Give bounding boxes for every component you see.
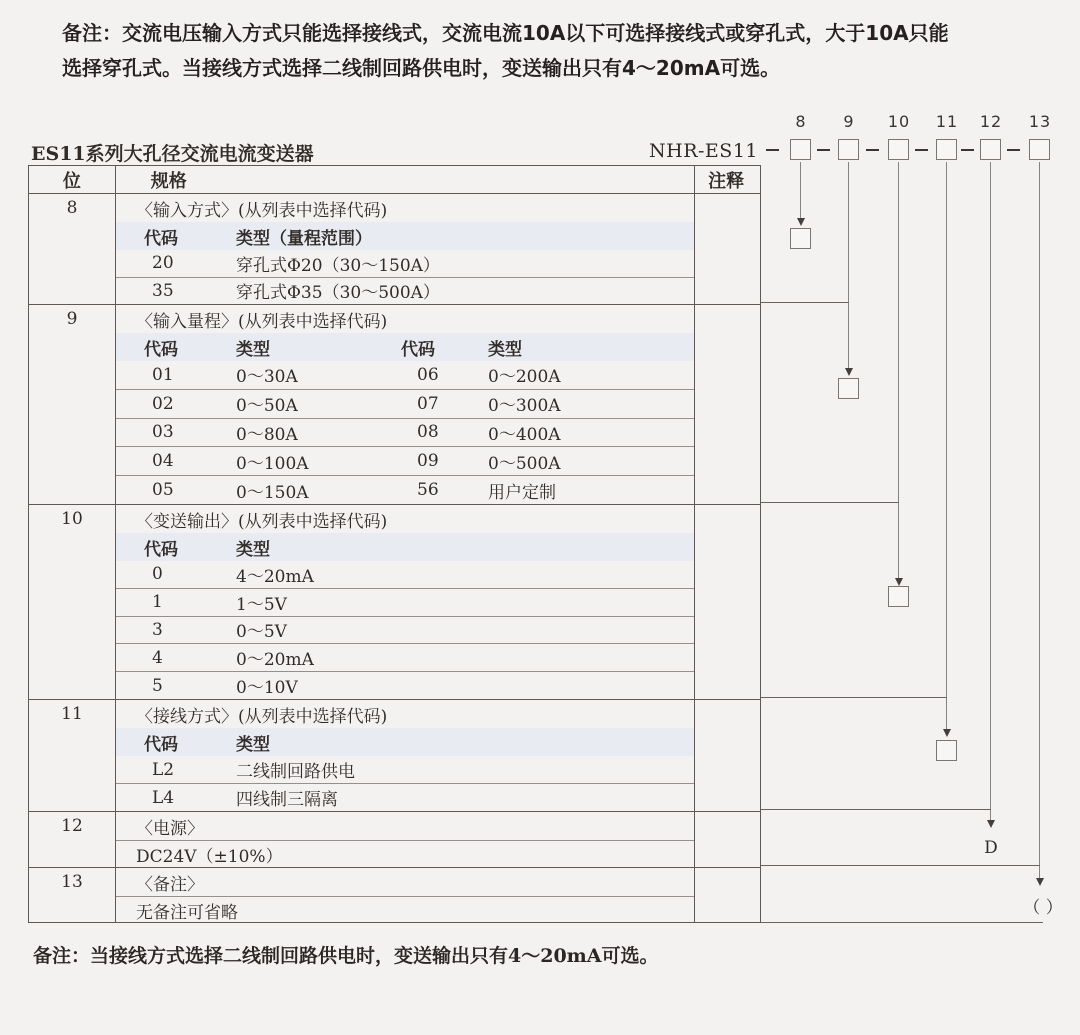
code-value: L4 (152, 787, 175, 808)
code-box-13 (1029, 139, 1050, 160)
arrow-down-icon (987, 820, 995, 828)
pos-number: 13 (61, 872, 83, 892)
sub-header-row (115, 333, 694, 361)
table-row (115, 616, 694, 644)
type-value: 0～5V (236, 622, 287, 643)
code-value: 56 (417, 480, 439, 501)
type-value: 0～300A (488, 396, 561, 417)
dash-separator-icon (866, 149, 879, 151)
leader-line-13 (1039, 162, 1040, 878)
code-value: 08 (417, 422, 439, 443)
code-box-9 (838, 139, 859, 160)
type-value: 4～20mA (236, 566, 314, 587)
top-note (62, 16, 1052, 86)
table-row (115, 277, 694, 305)
dest-code-13: （ ） (1023, 898, 1063, 918)
type-value: 0～400A (488, 424, 561, 445)
code-value: 0 (152, 564, 163, 585)
leader-line-9 (848, 162, 849, 368)
sub-header-type: 类型 (488, 339, 522, 360)
table-band-12 (29, 811, 760, 867)
dash-separator-icon (961, 149, 974, 151)
sub-header-row (115, 533, 694, 561)
table-band-8 (29, 193, 760, 304)
sub-header-type: 类型 (236, 339, 270, 360)
sub-header-code: 代码 (144, 539, 178, 560)
dash-separator-icon (1007, 149, 1020, 151)
dest-code-box-10 (888, 586, 909, 607)
type-value: 0～80A (236, 424, 298, 445)
spec-value: DC24V（±10%） (136, 846, 283, 867)
table-row (115, 671, 694, 699)
row-connector-11 (761, 697, 947, 698)
type-value: 0～100A (236, 453, 309, 474)
row-connector-10 (761, 502, 899, 503)
sub-header-code: 代码 (144, 734, 178, 755)
bottom-note: 备注：当接线方式选择二线制回路供电时，变送输出只有4～20mA可选。 (33, 945, 659, 967)
table-row (115, 475, 694, 504)
table-row (115, 389, 694, 418)
code-value: 03 (152, 422, 174, 443)
table-row (115, 361, 694, 389)
arrow-down-icon (845, 368, 853, 376)
table-band-11 (29, 699, 760, 811)
code-position-label-12: 12 (979, 112, 1003, 131)
col-header-spec: 规格 (150, 170, 187, 192)
code-position-label-11: 11 (935, 112, 959, 131)
type-value: 二线制回路供电 (236, 762, 355, 782)
code-value: 04 (152, 451, 174, 472)
column-divider (694, 166, 695, 922)
sub-header-type: 类型（量程范围） (236, 228, 372, 249)
code-box-11 (936, 139, 957, 160)
type-value: 0～200A (488, 367, 561, 388)
pos-number: 11 (61, 704, 83, 724)
sub-header-code: 代码 (144, 339, 178, 360)
series-title: ES11系列大孔径交流电流变送器 (31, 143, 314, 165)
code-value: 20 (152, 253, 174, 274)
row-title: 〈电源〉 (136, 818, 204, 839)
code-position-label-10: 10 (887, 112, 911, 131)
table-row (115, 643, 694, 671)
leader-line-10 (898, 162, 899, 578)
code-value: 02 (152, 393, 174, 414)
dest-code-12: D (984, 838, 998, 858)
code-position-label-13: 13 (1028, 112, 1052, 131)
row-connector-12 (761, 809, 991, 810)
sub-header-code: 代码 (401, 339, 435, 360)
row-title: 〈接线方式〉(从列表中选择代码) (136, 706, 388, 727)
sub-header-code: 代码 (144, 228, 178, 249)
leader-line-8 (800, 162, 801, 218)
code-value: L2 (152, 759, 175, 780)
arrow-down-icon (895, 578, 903, 586)
arrow-down-icon (797, 218, 805, 226)
code-value: 35 (152, 280, 174, 301)
type-value: 0～500A (488, 453, 561, 474)
type-value: 四线制三隔离 (236, 790, 338, 810)
table-row (115, 896, 694, 923)
sub-header-type: 类型 (236, 539, 270, 560)
table-row (115, 250, 694, 277)
code-value: 07 (417, 393, 439, 414)
code-value: 01 (152, 364, 174, 385)
table-band-9 (29, 304, 760, 504)
col-header-pos: 位 (62, 170, 81, 192)
code-value: 4 (152, 647, 163, 668)
pos-number: 10 (61, 509, 83, 529)
table-band-10 (29, 504, 760, 699)
code-box-12 (980, 139, 1001, 160)
type-value: 0～20mA (236, 650, 314, 671)
dash-separator-icon (766, 149, 779, 151)
table-row (115, 588, 694, 616)
col-header-note: 注释 (708, 170, 745, 192)
row-title: 〈备注〉 (136, 874, 204, 895)
code-position-label-8: 8 (795, 112, 807, 131)
type-value: 0～10V (236, 678, 298, 699)
type-value: 用户定制 (488, 482, 556, 503)
code-position-label-9: 9 (843, 112, 855, 131)
table-row (115, 840, 694, 867)
sub-header-row (115, 728, 694, 756)
leader-line-11 (946, 162, 947, 729)
spec-value: 无备注可省略 (136, 902, 238, 923)
type-value: 0～30A (236, 367, 298, 388)
table-row (115, 446, 694, 475)
code-value: 3 (152, 619, 163, 640)
pos-number: 9 (66, 309, 78, 329)
arrow-down-icon (943, 729, 951, 737)
table-band-13 (29, 867, 760, 923)
table-bottom-extension (761, 922, 1043, 923)
type-value: 0～150A (236, 482, 309, 503)
pos-number: 12 (61, 816, 83, 836)
column-divider (115, 166, 116, 922)
code-box-8 (790, 139, 811, 160)
row-title: 〈变送输出〉(从列表中选择代码) (136, 511, 388, 532)
type-value: 穿孔式Φ20（30～150A） (236, 255, 440, 276)
code-value: 05 (152, 480, 174, 501)
sub-header-type: 类型 (236, 734, 270, 755)
dash-separator-icon (915, 149, 928, 151)
type-value: 穿孔式Φ35（30～500A） (236, 283, 440, 304)
code-value: 5 (152, 675, 163, 696)
table-row (115, 561, 694, 588)
code-value: 09 (417, 451, 439, 472)
top-note-line1: 备注：交流电压输入方式只能选择接线式，交流电流10A以下可选择接线式或穿孔式，大于10A只能 (62, 21, 949, 45)
dest-code-box-8 (790, 228, 811, 249)
type-value: 0～50A (236, 396, 298, 417)
code-value: 06 (417, 364, 439, 385)
dest-code-box-11 (936, 740, 957, 761)
table-row (115, 756, 694, 783)
table-row (115, 418, 694, 447)
model-prefix: NHR-ES11 (649, 140, 758, 162)
row-title: 〈输入方式〉(从列表中选择代码) (136, 200, 388, 221)
row-connector-13 (761, 865, 1040, 866)
arrow-down-icon (1036, 878, 1044, 886)
row-connector-9 (761, 302, 849, 303)
pos-number: 8 (66, 198, 78, 218)
dest-code-box-9 (838, 378, 859, 399)
code-value: 1 (152, 592, 163, 613)
leader-line-12 (990, 162, 991, 820)
table-header-row (29, 166, 760, 193)
type-value: 1～5V (236, 594, 287, 615)
top-note-line2: 选择穿孔式。当接线方式选择二线制回路供电时，变送输出只有4～20mA可选。 (62, 56, 781, 80)
dash-separator-icon (817, 149, 830, 151)
sub-header-row (115, 222, 694, 250)
table-row (115, 783, 694, 811)
row-title: 〈输入量程〉(从列表中选择代码) (136, 311, 388, 332)
ordering-table (28, 165, 761, 923)
code-box-10 (888, 139, 909, 160)
